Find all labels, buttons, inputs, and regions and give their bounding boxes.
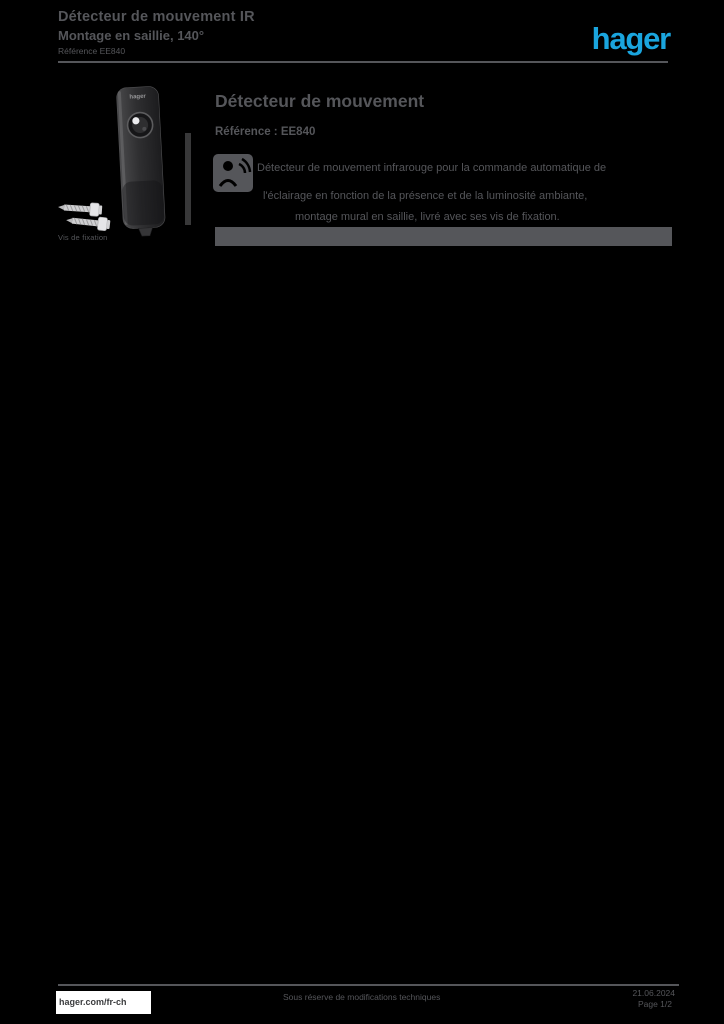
product-reference: Référence : EE840 xyxy=(215,126,316,138)
description-line: l'éclairage en fonction de la présence et de la luminosité ambiante, xyxy=(263,190,588,202)
website-link[interactable]: hager.com/fr-ch xyxy=(56,991,151,1014)
device-bottom-connector xyxy=(139,228,153,237)
section-header-bar xyxy=(215,227,672,246)
footer-divider xyxy=(58,984,679,986)
description-line: montage mural en saillie, livré avec ses vis de fixation. xyxy=(295,211,560,223)
photo-caption: Vis de fixation xyxy=(58,233,108,242)
header-reference: Référence EE840 xyxy=(58,46,126,56)
header-divider xyxy=(58,61,668,63)
screw-1 xyxy=(58,201,103,217)
device-brand-label: hager xyxy=(129,93,146,101)
header-product-name: Détecteur de mouvement IR xyxy=(58,9,255,25)
hager-logo: hager xyxy=(591,21,670,56)
detector-device xyxy=(116,86,166,237)
motion-pictogram-icon xyxy=(213,154,253,192)
footer-note: Sous réserve de modifications techniques xyxy=(283,992,441,1002)
footer-page-number: Page 1/2 xyxy=(637,999,672,1009)
description-line: Détecteur de mouvement infrarouge pour la commande automatique de xyxy=(257,162,607,174)
screw-2 xyxy=(65,214,110,232)
photo-background-sliver xyxy=(185,133,191,225)
footer-date: 21.06.2024 xyxy=(632,988,675,998)
header-product-subname: Montage en saillie, 140° xyxy=(58,28,205,43)
included-screws-image xyxy=(56,199,118,237)
page-title: Détecteur de mouvement xyxy=(215,91,425,111)
